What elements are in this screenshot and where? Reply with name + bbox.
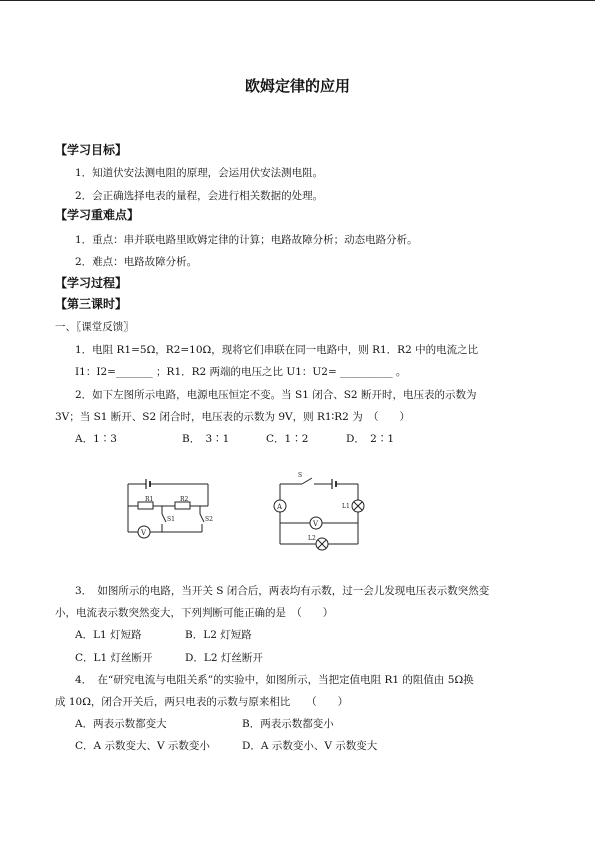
key-header: 【学习重难点】	[55, 208, 140, 222]
q4-line-2: 成 10Ω，闭合开关后，两只电表的示数与原来相比 （ ）	[55, 696, 349, 708]
page-title: 欧姆定律的应用	[244, 77, 350, 95]
label-s2: S2	[205, 516, 213, 523]
key-item-1: 1．重点：串并联电路里欧姆定律的计算；电路故障分析；动态电路分析。	[75, 234, 418, 246]
voltmeter-symbol: V	[141, 529, 147, 537]
label-r2: R2	[180, 496, 189, 503]
q2-option-c: C．1∶2	[266, 433, 309, 445]
label-s1: S1	[167, 516, 175, 523]
goals-header: 【学习目标】	[55, 143, 128, 157]
feedback-header: 一、〖课堂反馈〗	[55, 321, 134, 333]
process-header: 【学习过程】	[55, 276, 128, 290]
q3-option-c: C．L1 灯丝断开	[75, 652, 153, 664]
key-item-2: 2．难点：电路故障分析。	[75, 256, 198, 268]
q1-line-1: 1．电阻 R1=5Ω，R2=10Ω，现将它们串联在同一电路中，则 R1．R2 中的电流之比	[75, 344, 479, 356]
goal-item-1: 1．知道伏安法测电阻的原理，会运用伏安法测电阻。	[75, 167, 324, 179]
q2-option-b: B． 3∶1	[182, 433, 230, 445]
label-s: S	[298, 472, 303, 479]
q4-option-c: C．A 示数变大、V 示数变小	[75, 740, 210, 752]
label-l1: L1	[342, 503, 350, 510]
q2-line-1: 2．如下左图所示电路，电源电压恒定不变。当 S1 闭合、S2 断开时，电压表的示数为	[75, 389, 477, 401]
q4-option-a: A．两表示数都变大	[75, 718, 167, 730]
top-border	[0, 0, 595, 1]
label-r1: R1	[145, 496, 154, 503]
label-l2: L2	[308, 535, 316, 542]
q4-line-1: 4． 在“研究电流与电阻关系”的实验中，如图所示，当把定值电阻 R1 的阻值由 5Ω换	[75, 674, 474, 686]
q3-option-a: A．L1 灯短路	[75, 629, 142, 641]
q4-option-d: D．A 示数变小、V 示数变大	[242, 740, 378, 752]
q2-option-a: A．1∶3	[75, 433, 117, 445]
q2-line-2: 3V；当 S1 断开、S2 闭合时，电压表的示数为 9V，则 R1∶R2 为 （ ）	[55, 411, 410, 423]
q3-line-2: 小，电流表示数突然变大，下列判断可能正确的是 （ ）	[55, 607, 334, 619]
goal-item-2: 2．会正确选择电表的量程，会进行相关数据的处理。	[75, 190, 324, 202]
q4-option-b: B．两表示数都变小	[242, 718, 334, 730]
circuit-diagram-right	[268, 470, 373, 556]
q3-option-d: D．L2 灯丝断开	[185, 652, 263, 664]
ammeter-symbol: A	[277, 503, 283, 511]
q3-line-1: 3． 如图所示的电路，当开关 S 闭合后，两表均有示数，过一会儿发现电压表示数突然变	[75, 585, 490, 597]
q2-option-d: D． 2∶1	[346, 433, 395, 445]
lesson-header: 【第三课时】	[55, 297, 128, 311]
circuit-diagram-left	[120, 474, 225, 546]
voltmeter-symbol: V	[313, 520, 319, 528]
q1-line-2: I1：I2=_______ ；R1．R2 两端的电压之比 U1：U2= __________ 。	[75, 366, 407, 378]
q3-option-b: B．L2 灯短路	[185, 629, 252, 641]
